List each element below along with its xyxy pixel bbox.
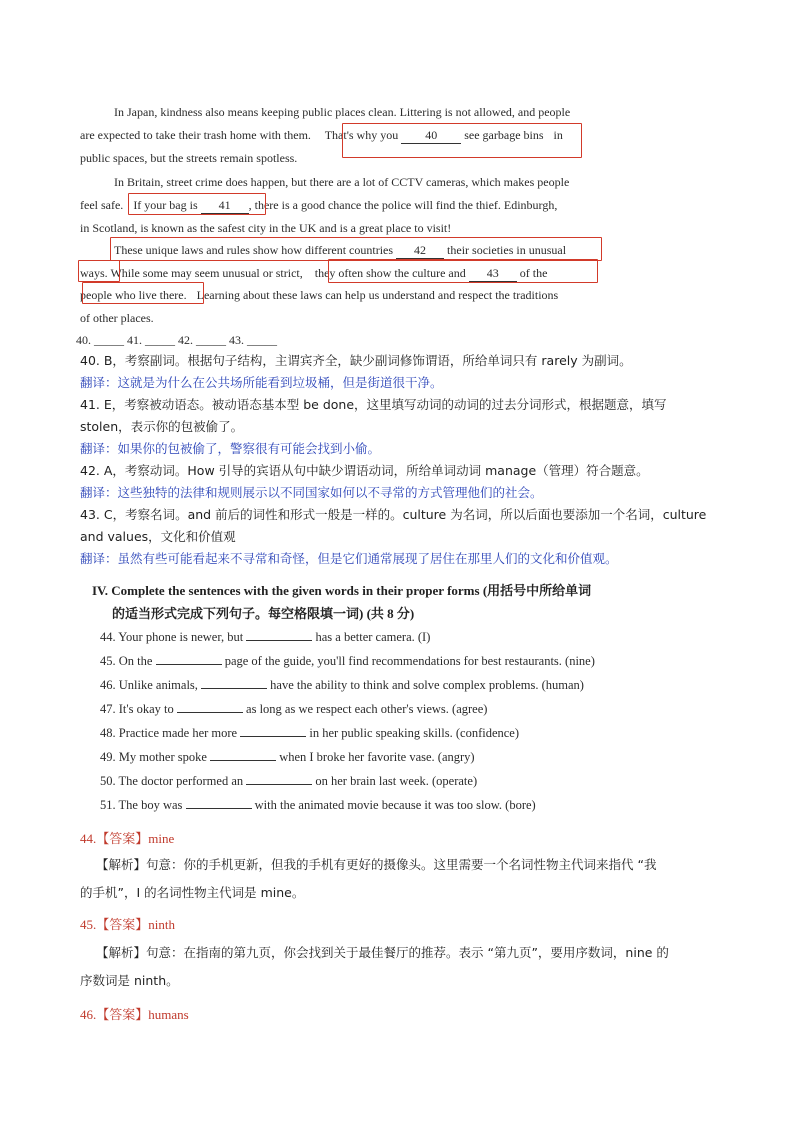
analysis-40: 40. B，考察副词。根据句子结构，主谓宾齐全，缺少副词修饰谓语，所给单词只有 rarely 为副词。 — [80, 353, 632, 368]
highlight-box — [82, 282, 204, 304]
blank-40: 40 — [401, 127, 461, 144]
question-text: page of the guide, you'll find recommendations for best restaurants. (nine) — [224, 654, 595, 668]
passage-line: of other places. — [80, 311, 154, 325]
question-text: 46. Unlike animals, — [100, 678, 198, 692]
passage-text: feel safe. — [80, 198, 124, 212]
question-text: 49. My mother spoke — [100, 750, 207, 764]
question-48 — [100, 724, 519, 741]
question-text: as long as we respect each other's views. (agree) — [246, 702, 488, 716]
highlight-box — [78, 260, 120, 282]
question-text: 45. On the — [100, 654, 153, 668]
explanation-44-cont: 的手机”，I 的名词性物主代词是 mine。 — [80, 885, 305, 900]
analysis-43: 43. C，考察名词。and 前后的词性和形式一般是一样的。culture 为名词，所以后面也要添加一个名词，culture — [80, 507, 707, 522]
answer-blank[interactable] — [156, 652, 222, 665]
answer-key-44: 44.【答案】mine — [80, 831, 175, 846]
section-subtitle: 的适当形式完成下列句子。每空格限填一词) (共 8 分) — [112, 606, 415, 621]
passage-text: of the — [519, 266, 548, 280]
question-text: 44. Your phone is newer, but — [100, 630, 244, 644]
question-51 — [100, 796, 536, 813]
translation-41: 翻译：如果你的包被偷了，警察很有可能会找到小偷。 — [80, 441, 381, 456]
answer-blank[interactable] — [246, 628, 312, 641]
passage-line: in Scotland, is known as the safest city in the UK and is a great place to visit! — [80, 221, 452, 235]
answer-key-45: 45.【答案】ninth — [80, 917, 175, 932]
passage-text: While some may seem unusual or strict, — [110, 266, 303, 280]
passage-line: public spaces, but the streets remain spotless. — [80, 151, 298, 165]
passage-text: see garbage bins — [464, 128, 544, 142]
translation-43: 翻译：虽然有些可能看起来不寻常和奇怪，但是它们通常展现了居住在那里人们的文化和价值观。 — [80, 551, 618, 566]
analysis-41-cont: stolen，表示你的包被偷了。 — [80, 419, 244, 434]
highlight-box — [342, 123, 582, 158]
passage-line: In Japan, kindness also means keeping public places clean. Littering is not allowed, and people — [114, 105, 571, 119]
translation-40: 翻译：这就是为什么在公共场所能看到垃圾桶，但是街道很干净。 — [80, 375, 443, 390]
translation-42: 翻译：这些独特的法律和规则展示以不同国家如何以不寻常的方式管理他们的社会。 — [80, 485, 543, 500]
answer-blank[interactable] — [240, 724, 306, 737]
question-text: 51. The boy was — [100, 798, 183, 812]
passage-text: in — [553, 128, 563, 142]
highlight-box — [110, 237, 602, 261]
question-text: when I broke her favorite vase. (angry) — [279, 750, 475, 764]
analysis-42: 42. A，考察动词。How 引导的宾语从句中缺少谓语动词，所给单词动词 manage（管理）符合题意。 — [80, 463, 649, 478]
blank-42: 42 — [396, 242, 444, 259]
passage-text: ways. — [80, 266, 108, 280]
passage-text: are expected to take their trash home with them. — [80, 128, 311, 142]
passage-text: they often show the culture and — [314, 266, 466, 280]
passage-text: their societies in unusual — [447, 243, 567, 257]
explanation-44: 【解析】句意：你的手机更新，但我的手机有更好的摄像头。这里需要一个名词性物主代词来指代 “我 — [96, 857, 657, 872]
answer-blank[interactable] — [177, 700, 243, 713]
passage-text: Learning about these laws can help us understand and respect the traditions — [196, 288, 559, 302]
question-45 — [100, 652, 595, 669]
passage-text: people who live there. — [80, 288, 187, 302]
highlight-box — [328, 259, 598, 283]
explanation-45-cont: 序数词是 ninth。 — [80, 973, 179, 988]
blank-43: 43 — [469, 265, 517, 282]
passage-text: If your bag is — [133, 198, 198, 212]
passage-text: , there is a good chance the police will find the thief. Edinburgh, — [248, 198, 558, 212]
answer-blank[interactable] — [201, 676, 267, 689]
analysis-43-cont: and values，文化和价值观 — [80, 529, 236, 544]
blank-41: 41 — [201, 197, 249, 214]
question-49 — [100, 748, 475, 765]
question-47 — [100, 700, 487, 717]
question-text: have the ability to think and solve complex problems. (human) — [270, 678, 584, 692]
question-46 — [100, 676, 584, 693]
question-text: on her brain last week. (operate) — [315, 774, 478, 788]
passage-text: That's why you — [324, 128, 399, 142]
answer-key-46: 46.【答案】humans — [80, 1007, 189, 1022]
answer-blank[interactable] — [210, 748, 276, 761]
question-44 — [100, 628, 430, 645]
question-50 — [100, 772, 477, 789]
highlight-box — [128, 193, 266, 215]
section-title: IV. Complete the sentences with the given words in their proper forms (用括号中所给单词 — [92, 583, 592, 598]
analysis-41: 41. E，考察被动语态。被动语态基本型 be done，这里填写动词的动词的过去分词形式，根据题意，填写 — [80, 397, 667, 412]
question-text: 48. Practice made her more — [100, 726, 238, 740]
question-text: 50. The doctor performed an — [100, 774, 244, 788]
question-text: with the animated movie because it was too slow. (bore) — [254, 798, 536, 812]
answer-blanks-row: 40. _____ 41. _____ 42. _____ 43. _____ — [76, 333, 277, 347]
answer-blank[interactable] — [246, 772, 312, 785]
question-text: has a better camera. (I) — [315, 630, 431, 644]
question-text: 47. It's okay to — [100, 702, 174, 716]
passage-line: In Britain, street crime does happen, but there are a lot of CCTV cameras, which makes people — [114, 175, 570, 189]
answer-blank[interactable] — [186, 796, 252, 809]
passage-text: These unique laws and rules show how different countries — [114, 243, 394, 257]
question-text: in her public speaking skills. (confidence) — [309, 726, 520, 740]
explanation-45: 【解析】句意：在指南的第九页，你会找到关于最佳餐厅的推荐。表示 “第九页”，要用序数词，nine 的 — [96, 945, 669, 960]
